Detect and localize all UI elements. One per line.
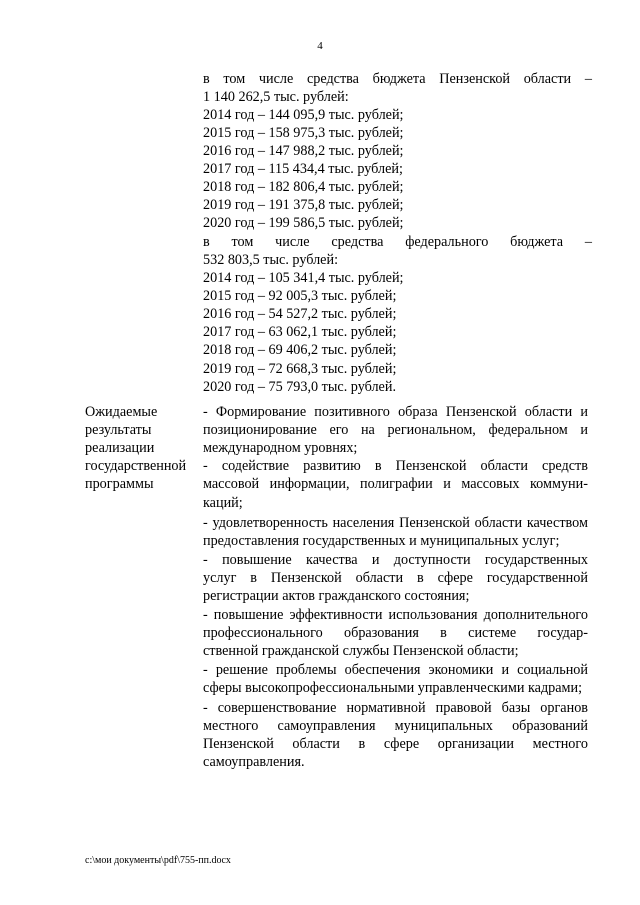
word: -	[203, 458, 208, 474]
word: бюджета	[510, 234, 564, 250]
results-line: регистрации актов гражданского состояния;	[203, 588, 470, 604]
word: том	[231, 234, 254, 250]
word: -	[203, 662, 208, 678]
word: -	[203, 552, 208, 568]
word: -	[203, 515, 208, 531]
word: образований	[512, 718, 588, 734]
federal-year-2018: 2018 год – 69 406,2 тыс. рублей;	[203, 342, 397, 358]
results-line	[203, 551, 588, 569]
word: области	[355, 570, 404, 586]
results-line: международном уровнях;	[203, 440, 358, 456]
word: повышение	[213, 607, 284, 623]
word: средств	[542, 458, 588, 474]
word: и	[580, 422, 588, 438]
federal-year-2019: 2019 год – 72 668,3 тыс. рублей;	[203, 361, 397, 377]
results-label-line: Ожидаемые	[85, 404, 158, 420]
word: бюджета	[372, 71, 426, 87]
results-line	[203, 661, 588, 679]
word: -	[203, 700, 208, 716]
word: сфере	[437, 570, 473, 586]
results-line	[203, 475, 588, 493]
results-label-line: программы	[85, 476, 154, 492]
word: области	[474, 515, 523, 531]
word: в	[203, 234, 210, 250]
results-line	[203, 421, 588, 439]
results-line	[203, 717, 588, 735]
regional-year-2014: 2014 год – 144 095,9 тыс. рублей;	[203, 107, 404, 123]
word: том	[223, 71, 246, 87]
word: и	[501, 662, 510, 678]
word: в	[358, 736, 366, 752]
page-number: 4	[317, 40, 323, 52]
word: качеством	[526, 515, 588, 531]
word: федеральном	[488, 422, 568, 438]
word: организации	[437, 736, 514, 752]
results-line: сферы высокопрофессиональными управленческими кадрами;	[203, 680, 583, 696]
word: –	[584, 234, 592, 250]
word: органов	[540, 700, 588, 716]
word: Пензенской	[439, 71, 511, 87]
federal-budget-intro	[203, 233, 592, 251]
word: позитивного	[314, 404, 390, 420]
word: Пензенской	[203, 736, 274, 752]
regional-year-2020: 2020 год – 199 586,5 тыс. рублей;	[203, 215, 404, 231]
word: Формирование	[215, 404, 307, 420]
word: полиграфии	[359, 476, 433, 492]
results-line	[203, 735, 588, 753]
regional-budget-intro	[203, 70, 592, 88]
regional-year-2018: 2018 год – 182 806,4 тыс. рублей;	[203, 179, 404, 195]
word: самоуправления	[277, 718, 376, 734]
word: правовой	[435, 700, 492, 716]
word: населения	[332, 515, 395, 531]
federal-year-2016: 2016 год – 54 527,2 тыс. рублей;	[203, 306, 397, 322]
word: дополнительного	[483, 607, 588, 623]
word: числе	[275, 234, 310, 250]
word: государственных	[484, 552, 588, 568]
word: совершенствование	[217, 700, 337, 716]
word: и	[580, 404, 588, 420]
word: удовлетворенность	[212, 515, 328, 531]
results-line	[203, 457, 588, 475]
word: –	[584, 71, 592, 87]
word: Пензенской	[270, 570, 342, 586]
regional-year-2015: 2015 год – 158 975,3 тыс. рублей;	[203, 125, 404, 141]
results-label-line: реализации	[85, 440, 155, 456]
word: нормативной	[346, 700, 426, 716]
federal-budget-total: 532 803,5 тыс. рублей:	[203, 252, 339, 268]
word: доступности	[393, 552, 471, 568]
word: местного	[532, 736, 588, 752]
federal-year-2015: 2015 год – 92 005,3 тыс. рублей;	[203, 288, 397, 304]
word: профессионального	[203, 625, 323, 641]
word: повышение	[222, 552, 292, 568]
word: -	[203, 607, 208, 623]
word: Пензенской	[395, 458, 467, 474]
word: государ-	[537, 625, 588, 641]
results-line	[203, 606, 588, 624]
results-line: предоставления государственных и муниципальных услуг;	[203, 533, 560, 549]
word: в	[416, 570, 424, 586]
word: области	[480, 458, 528, 474]
word: местного	[203, 718, 259, 734]
word: позиционирование	[203, 422, 317, 438]
word: в	[440, 625, 447, 641]
word: Пензенской	[445, 404, 517, 420]
word: экономики	[428, 662, 494, 678]
word: в	[203, 71, 210, 87]
word: средства	[331, 234, 384, 250]
word: сфере	[383, 736, 420, 752]
regional-year-2016: 2016 год – 147 988,2 тыс. рублей;	[203, 143, 404, 159]
word: области	[292, 736, 340, 752]
word: информации,	[269, 476, 350, 492]
word: числе	[258, 71, 294, 87]
word: в	[374, 458, 382, 474]
results-line	[203, 403, 588, 421]
word: его	[329, 422, 349, 438]
word: развитию	[303, 458, 361, 474]
federal-year-2020: 2020 год – 75 793,0 тыс. рублей.	[203, 379, 396, 395]
word: услуг	[203, 570, 237, 586]
results-label-line: государственной	[85, 458, 187, 474]
word: области	[524, 404, 573, 420]
word: Пензенской	[399, 515, 470, 531]
word: федерального	[405, 234, 489, 250]
word: проблемы	[276, 662, 337, 678]
word: обеспечения	[344, 662, 421, 678]
word: образования	[344, 625, 419, 641]
word: качества	[306, 552, 358, 568]
results-line	[203, 624, 588, 642]
results-line	[203, 514, 588, 532]
word: области	[523, 71, 572, 87]
results-line: ственной гражданской службы Пензенской области;	[203, 643, 519, 659]
results-line	[203, 569, 588, 587]
word: содействие	[221, 458, 289, 474]
word: муниципальных	[394, 718, 493, 734]
word: образа	[398, 404, 438, 420]
word: решение	[215, 662, 268, 678]
results-line: самоуправления.	[203, 754, 305, 770]
word: массовой	[203, 476, 260, 492]
regional-year-2019: 2019 год – 191 375,8 тыс. рублей;	[203, 197, 404, 213]
federal-year-2017: 2017 год – 63 062,1 тыс. рублей;	[203, 324, 397, 340]
word: коммуни-	[530, 476, 588, 492]
regional-budget-total: 1 140 262,5 тыс. рублей:	[203, 89, 349, 105]
word: базы	[501, 700, 531, 716]
word: средства	[306, 71, 359, 87]
word: эффективности	[289, 607, 383, 623]
results-line	[203, 699, 588, 717]
word: в	[250, 570, 257, 586]
word: социальной	[517, 662, 588, 678]
word: системе	[468, 625, 517, 641]
word: массовых	[461, 476, 520, 492]
federal-year-2014: 2014 год – 105 341,4 тыс. рублей;	[203, 270, 404, 286]
word: региональном,	[387, 422, 476, 438]
results-line: каций;	[203, 495, 243, 511]
results-label-line: результаты	[85, 422, 152, 438]
regional-year-2017: 2017 год – 115 434,4 тыс. рублей;	[203, 161, 403, 177]
word: и	[371, 552, 380, 568]
word: на	[360, 422, 375, 438]
word: использования	[388, 607, 478, 623]
word: и	[443, 476, 451, 492]
word: -	[203, 404, 208, 420]
footer-file-path: c:\мои документы\pdf\755-пп.docx	[85, 855, 231, 866]
word: государственной	[486, 570, 588, 586]
